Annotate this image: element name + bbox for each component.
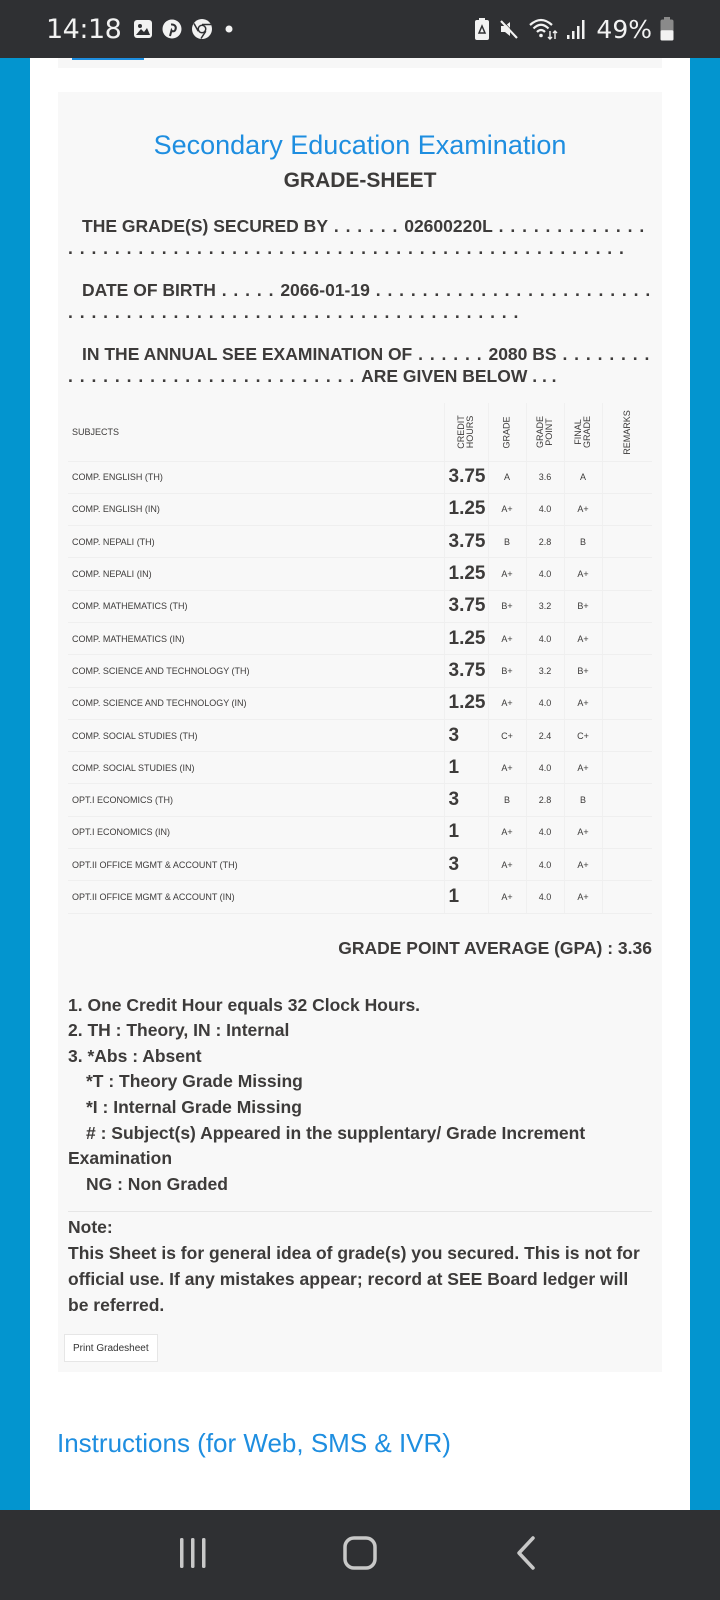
final-grade-cell: A+ [564,558,602,590]
battery-icon [660,17,674,41]
final-grade-cell: B+ [564,590,602,622]
grade-point-cell: 4.0 [526,558,564,590]
status-bar [0,0,720,58]
system-icons [474,15,674,44]
grade-point-cell: 3.6 [526,461,564,493]
exam-year: 2080 BS [488,344,557,364]
remarks-cell [602,590,652,622]
page-side-right [690,58,720,1510]
previous-section-strip [58,58,662,68]
exam-title: Secondary Education Examination [153,130,567,160]
note-line: 1. One Credit Hour equals 32 Clock Hours. [68,994,421,1015]
instructions-heading: Instructions (for Web, SMS & IVR) [57,1428,451,1458]
subject-cell: COMP. ENGLISH (TH) [68,461,444,493]
table-row [68,558,652,590]
remarks-cell [602,719,652,751]
header-final-grade-l2: GRADE [581,415,592,448]
signal-icon [566,18,588,40]
grade-cell: B [488,784,526,816]
note-line: Examination [68,1148,173,1169]
grade-point-cell: 4.0 [526,752,564,784]
grade-point-cell: 3.2 [526,590,564,622]
header-final-grade [564,403,602,461]
pinterest-icon [162,19,182,39]
subject-cell: COMP. SCIENCE AND TECHNOLOGY (IN) [68,687,444,719]
grade-cell: A+ [488,849,526,881]
table-row [68,493,652,525]
subject-cell: OPT.I ECONOMICS (IN) [68,816,444,848]
final-grade-cell: A+ [564,752,602,784]
table-row [68,881,652,913]
subject-cell: COMP. SOCIAL STUDIES (TH) [68,719,444,751]
final-grade-cell: B [564,526,602,558]
header-credit-hours-l2: HOURS [465,415,475,449]
table-row [68,655,652,687]
final-grade-cell: A [564,461,602,493]
grade-cell: A+ [488,687,526,719]
credit-hours-cell: 3.75 [444,655,488,687]
credit-hours-cell: 1.25 [444,687,488,719]
given-below-text: ARE GIVEN BELOW . . . [361,366,557,386]
grade-cell: A+ [488,493,526,525]
grades-table-body [68,461,652,913]
dots: . . . . . . . . . . . . . . . . . . . . . . . . . . . . . . . . . . . . . . . . . . . . . . . . . . . . . . . . . . . . . [68,216,646,258]
dots: . . . . . . [328,216,405,236]
battery-saver-icon [474,18,490,40]
remarks-cell [602,493,652,525]
dots: . . . . . . . . . . . . . . . . . . . . . . . . . . . . . . . . . [68,344,651,386]
grade-point-cell: 2.4 [526,719,564,751]
grade-cell: A [488,461,526,493]
grade-cell: A+ [488,558,526,590]
grade-cell: B+ [488,655,526,687]
remarks-cell [602,816,652,848]
credit-hours-cell: 3 [444,719,488,751]
header-final-grade-l1: FINAL [572,418,583,445]
credit-hours-cell: 1.25 [444,493,488,525]
page-content [30,58,690,1510]
final-grade-cell: C+ [564,719,602,751]
grade-point-cell: 4.0 [526,622,564,654]
gallery-icon [133,19,153,39]
gradesheet-panel [58,92,662,1372]
divider [68,1211,652,1212]
header-remarks-text: REMARKS [621,409,632,455]
exam-year-line [68,343,652,387]
home-button[interactable] [330,1525,390,1585]
grade-point-cell: 4.0 [526,687,564,719]
remarks-cell [602,558,652,590]
remarks-cell [602,881,652,913]
credit-hours-cell: 3.75 [444,590,488,622]
note-line: 3. *Abs : Absent [68,1045,202,1066]
header-grade-point-l2: POINT [543,417,554,446]
remarks-cell [602,752,652,784]
grade-cell: A+ [488,752,526,784]
dots: . . . . . . . . . . . . . . . . . . . . . . . . . . . . . . . . . . . . . . . . . . . . . . . . . . . . . . . . . . . . . . . [68,280,652,322]
credit-hours-cell: 3 [444,784,488,816]
table-row [68,590,652,622]
credit-hours-cell: 1.25 [444,558,488,590]
dob-label: DATE OF BIRTH [82,280,216,300]
chrome-icon [191,18,213,40]
gradesheet-subtitle: GRADE-SHEET [283,169,437,192]
grade-cell: B [488,526,526,558]
grade-point-cell: 4.0 [526,493,564,525]
grades-table [68,403,652,914]
header-remarks [602,403,652,461]
subject-cell: OPT.I ECONOMICS (TH) [68,784,444,816]
credit-hours-cell: 3.75 [444,461,488,493]
grade-point-cell: 4.0 [526,849,564,881]
final-grade-cell: A+ [564,687,602,719]
subject-cell: COMP. SOCIAL STUDIES (IN) [68,752,444,784]
home-icon [342,1535,378,1576]
dots: . . . . . . [412,344,489,364]
dob-line [68,279,652,323]
header-grade-text: GRADE [501,416,512,449]
remarks-cell [602,849,652,881]
header-grade-point [526,403,564,461]
grade-cell: A+ [488,816,526,848]
credit-hours-cell: 1 [444,881,488,913]
final-grade-cell: A+ [564,816,602,848]
active-tab-indicator [72,58,144,60]
notification-icons [133,18,236,40]
page-side-left [0,58,30,1510]
credit-hours-cell: 3.75 [444,526,488,558]
grade-cell: B+ [488,590,526,622]
disclaimer [68,1214,652,1318]
grade-cell: A+ [488,881,526,913]
table-row [68,526,652,558]
final-grade-cell: A+ [564,493,602,525]
subject-cell: COMP. NEPALI (TH) [68,526,444,558]
header-credit-hours-l1: CREDIT [456,415,466,449]
subject-cell: COMP. ENGLISH (IN) [68,493,444,525]
table-header-row [68,403,652,461]
dot-icon [222,22,236,36]
header-grade [488,403,526,461]
credit-hours-cell: 1 [444,816,488,848]
print-gradesheet-button[interactable]: Print Gradesheet [64,1334,158,1362]
subject-cell: COMP. MATHEMATICS (IN) [68,622,444,654]
dots: . . . . . [215,280,281,300]
note-line: # : Subject(s) Appeared in the supplentary/ Grade Increment [86,1122,586,1143]
exam-label: IN THE ANNUAL SEE EXAMINATION OF [82,344,413,364]
final-grade-cell: A+ [564,849,602,881]
note-line: *T : Theory Grade Missing [86,1071,303,1092]
table-row [68,461,652,493]
grade-cell: A+ [488,622,526,654]
subject-cell: COMP. NEPALI (IN) [68,558,444,590]
status-time: 14:18 [46,13,122,45]
table-row [68,719,652,751]
grade-cell: C+ [488,719,526,751]
note-line: *I : Internal Grade Missing [86,1097,302,1118]
battery-percent: 49% [596,14,652,44]
final-grade-cell: A+ [564,622,602,654]
remarks-cell [602,687,652,719]
credit-hours-cell: 3 [444,849,488,881]
final-grade-cell: B+ [564,655,602,687]
note-title: Note: [68,1217,113,1238]
legend-notes [68,993,652,1198]
grade-point-cell: 4.0 [526,816,564,848]
remarks-cell [602,622,652,654]
subject-cell: COMP. MATHEMATICS (TH) [68,590,444,622]
credit-hours-cell: 1.25 [444,622,488,654]
note-text: This Sheet is for general idea of grade(s) you secured. This is not for official use. If any mistakes appear; record at SEE Board ledger will be referred. [68,1243,640,1316]
table-row [68,849,652,881]
grade-point-cell: 2.8 [526,784,564,816]
back-button[interactable] [497,1525,557,1585]
header-credit-hours [444,403,488,461]
remarks-cell [602,461,652,493]
grade-point-cell: 2.8 [526,526,564,558]
mute-icon [498,18,520,40]
header-subjects: SUBJECTS [68,403,444,461]
note-line: NG : Non Graded [86,1173,228,1194]
recents-icon [176,1536,210,1575]
grade-point-cell: 3.2 [526,655,564,687]
table-row [68,622,652,654]
header-grade-point-l1: GRADE [534,415,545,448]
grade-point-cell: 4.0 [526,881,564,913]
remarks-cell [602,526,652,558]
remarks-cell [602,655,652,687]
symbol-number: 02600220L [404,216,493,236]
final-grade-cell: B [564,784,602,816]
credit-hours-cell: 1 [444,752,488,784]
navigation-bar [0,1510,720,1600]
table-row [68,784,652,816]
recents-button[interactable] [163,1525,223,1585]
dob-value: 2066-01-19 [280,280,370,300]
subject-cell: OPT.II OFFICE MGMT & ACCOUNT (TH) [68,849,444,881]
remarks-cell [602,784,652,816]
back-icon [513,1535,541,1576]
table-row [68,816,652,848]
table-row [68,752,652,784]
subject-cell: OPT.II OFFICE MGMT & ACCOUNT (IN) [68,881,444,913]
subject-cell: COMP. SCIENCE AND TECHNOLOGY (TH) [68,655,444,687]
gpa-value: GRADE POINT AVERAGE (GPA) : 3.36 [338,937,652,958]
final-grade-cell: A+ [564,881,602,913]
wifi-icon [528,17,558,41]
secured-by-line [68,215,652,259]
table-row [68,687,652,719]
note-line: 2. TH : Theory, IN : Internal [68,1020,290,1041]
secured-by-label: THE GRADE(S) SECURED BY [82,216,328,236]
